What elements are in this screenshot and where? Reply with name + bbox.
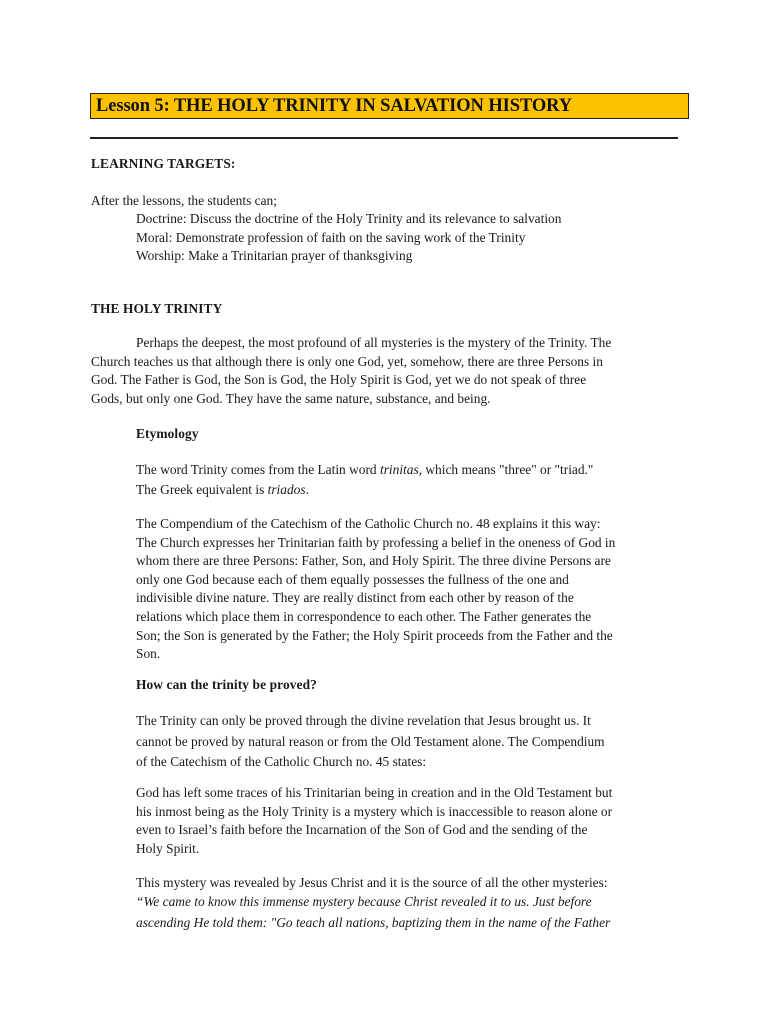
paragraph-line: The Compendium of the Catechism of the Catholic Church no. 48 explains it this way:	[136, 516, 601, 531]
paragraph-line: Son; the Son is generated by the Father; the Holy Spirit proceeds from the Father and the	[136, 627, 613, 643]
paragraph-line: Son.	[136, 646, 161, 662]
paragraph-line: even to Israel’s faith before the Incarnation of the Son of God and the sending of the	[136, 822, 588, 838]
text-run: The word Trinity comes from the Latin word	[136, 462, 380, 477]
learning-target-moral: Moral: Demonstrate profession of faith on the saving work of the Trinity	[136, 229, 526, 245]
paragraph-line: his inmost being as the Holy Trinity is a mystery which is inaccessible to reason alone or	[136, 803, 613, 819]
proof-paragraph	[136, 711, 605, 773]
etymology-heading: Etymology	[136, 426, 199, 441]
paragraph-line: The Church expresses her Trinitarian faith by professing a belief in the oneness of God in	[136, 534, 616, 550]
paragraph-line: The Trinity can only be proved through the divine revelation that Jesus brought us. It	[136, 713, 591, 728]
revealed-paragraph	[136, 874, 608, 893]
latin-term: trinitas	[379, 462, 419, 477]
greek-term: triados	[267, 482, 306, 497]
compendium-45-quote	[136, 784, 612, 858]
paragraph-line: This mystery was revealed by Jesus Christ and it is the source of all the other mysteries:	[136, 875, 608, 890]
lesson-title: Lesson 5: THE HOLY TRINITY IN SALVATION HISTORY	[90, 93, 689, 119]
proof-heading: How can the trinity be proved?	[136, 677, 317, 692]
paragraph-line: Holy Spirit.	[136, 840, 200, 856]
paragraph-line: cannot be proved by natural reason or from the Old Testament alone. The Compendium	[136, 733, 605, 749]
paragraph-line: Gods, but only one God. They have the same nature, substance, and being.	[91, 390, 491, 406]
paragraph-line: indivisible divine nature. They are really distinct from each other by reason of the	[136, 590, 574, 606]
paragraph-line: of the Catechism of the Catholic Church no. 45 states:	[136, 754, 427, 769]
paragraph-line: ascending He told them: "Go teach all nations, baptizing them in the name of the Father	[136, 915, 611, 930]
paragraph-line: Church teaches us that although there is only one God, yet, somehow, there are three Persons in	[91, 353, 603, 369]
learning-targets-heading: LEARNING TARGETS:	[91, 156, 236, 171]
paragraph-line: only one God because each of them equally possesses the fullness of the one and	[136, 571, 569, 587]
revealed-italic-quote	[136, 891, 610, 933]
text-run: The Greek equivalent is	[136, 482, 268, 497]
paragraph-line: Perhaps the deepest, the most profound of all mysteries is the mystery of the Trinity. The	[136, 335, 612, 350]
holy-trinity-heading: THE HOLY TRINITY	[91, 301, 223, 316]
learning-targets-list	[136, 210, 561, 266]
paragraph-line: “We came to know this immense mystery because Christ revealed it to us. Just before	[136, 894, 592, 909]
holy-trinity-paragraph	[91, 334, 611, 408]
etymology-line-2	[136, 481, 309, 500]
learning-target-doctrine: Doctrine: Discuss the doctrine of the Holy Trinity and its relevance to salvation	[136, 211, 562, 226]
learning-target-worship: Worship: Make a Trinitarian prayer of thanksgiving	[136, 248, 413, 264]
paragraph-line: God. The Father is God, the Son is God, the Holy Spirit is God, yet we do not speak of three	[91, 372, 587, 388]
horizontal-rule	[90, 137, 678, 139]
learning-targets-intro: After the lessons, the students can;	[91, 193, 277, 208]
paragraph-line: whom there are three Persons: Father, Son, and Holy Spirit. The three divine Persons are	[136, 553, 611, 569]
paragraph-line: God has left some traces of his Trinitarian being in creation and in the Old Testament but	[136, 785, 613, 800]
etymology-line-1	[136, 461, 593, 480]
text-run: .	[305, 482, 309, 497]
compendium-48-paragraph	[136, 515, 615, 664]
paragraph-line: relations which place them in correspondence to each other. The Father generates the	[136, 608, 592, 624]
text-run: , which means "three" or "triad."	[418, 462, 594, 477]
